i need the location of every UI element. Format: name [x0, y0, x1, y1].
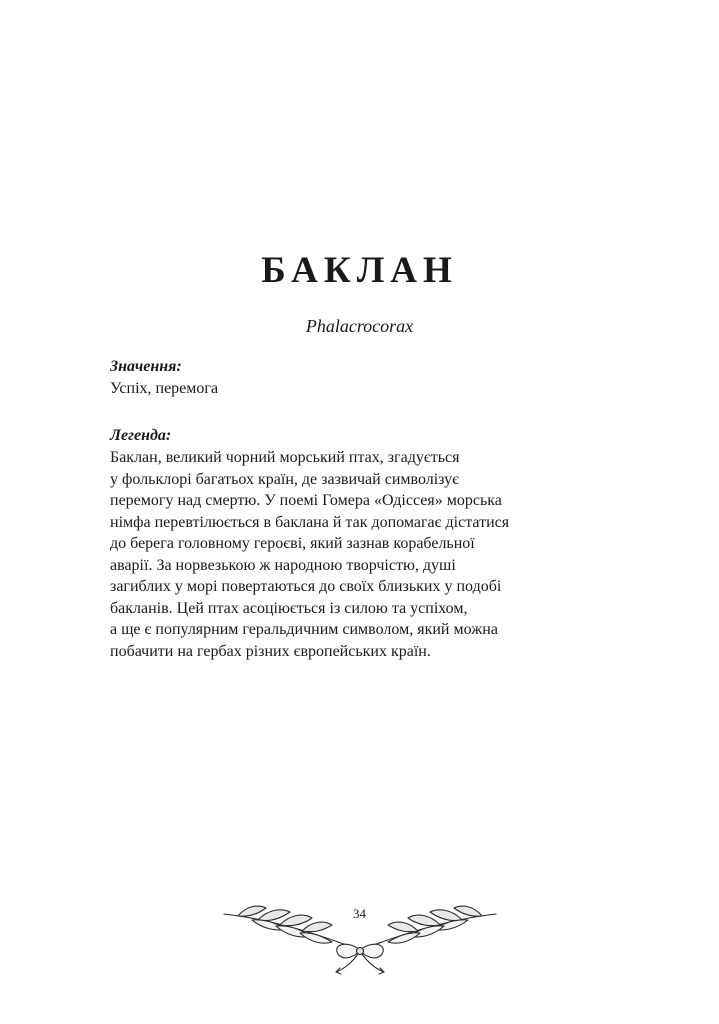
legend-line: побачити на гербах різних європейських країн.	[110, 642, 431, 660]
legend-line: перемогу над смертю. У поемі Гомера «Одіссея» морська	[110, 492, 502, 509]
legend-line: до берега головному героєві, який зазнав корабельної	[110, 535, 475, 552]
legend-line: аварії. За норвезькою ж народною творчістю, душі	[110, 556, 456, 574]
legend-line: німфа перевтілюється в баклана й так допомагає дістатися	[110, 513, 510, 531]
legend-line: а ще є популярним геральдичним символом, який можна	[110, 621, 498, 638]
latin-name: Phalacrocorax	[305, 316, 414, 336]
page-number: 34	[353, 906, 366, 921]
meaning-text: Успіх, перемога	[110, 380, 219, 397]
legend-line: загиблих у морі повертаються до своїх близьких у подобі	[110, 578, 502, 595]
legend-line: бакланів. Цей птах асоціюється із силою та успіхом,	[110, 599, 468, 617]
legend-heading: Легенда:	[110, 427, 172, 444]
legend-line: Баклан, великий чорний морський птах, згадується	[110, 449, 460, 466]
meaning-heading: Значення:	[110, 358, 182, 375]
entry-title: БАКЛАН	[261, 250, 458, 291]
legend-line: у фольклорі багатьох країн, де зазвичай символізує	[110, 470, 460, 488]
legend-text	[110, 447, 580, 662]
